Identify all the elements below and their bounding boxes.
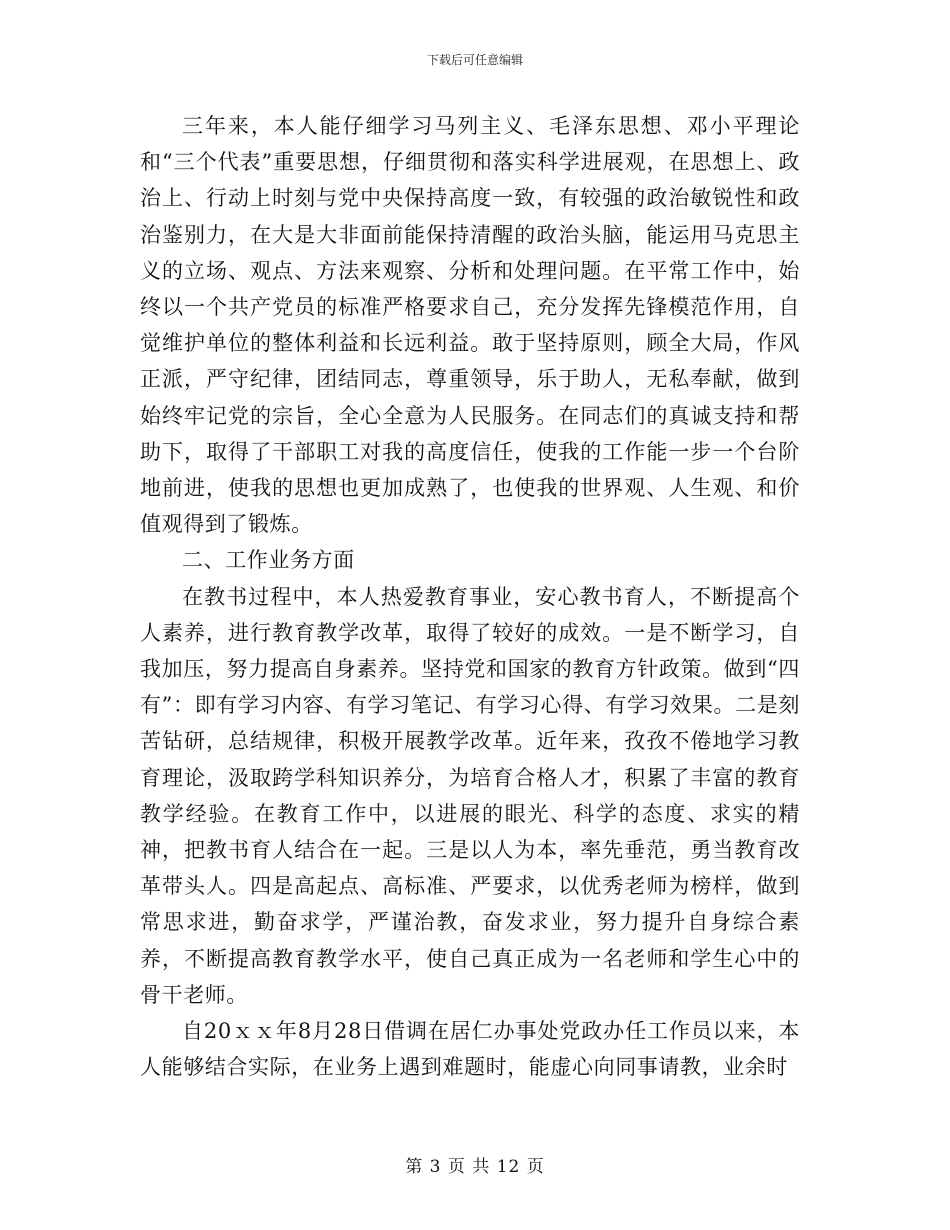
page-header: 下载后可任意编辑 xyxy=(426,53,523,67)
paragraph-teaching: 在教书过程中，本人热爱教育事业，安心教书育人，不断提高个人素养，进行教育教学改革，取得了较好的成效。一是不断学习，自我加压，努力提高自身素养。坚持党和国家的教育方针政策。做到“四有”：即有学习内容、有学习笔记、有学习心得、有学习效果。二是刻苦钻研，总结规律，积极开展教学改革。近年来，孜孜不倦地学习教育理论，汲取跨学科知识养分，为培育合格人才，积累了丰富的教育教学经验。在教育工作中，以进展的眼光、科学的态度、求实的精神，把教书育人结合在一起。三是以人为本，率先垂范，勇当教育改革带头人。四是高起点、高标准、严要求，以优秀老师为榜样，做到常思求进，勤奋求学，严谨治教，奋发求业，努力提升自身综合素养，不断提高教育教学水平，使自己真正成为一名老师和学生心中的骨干老师。 xyxy=(140,584,800,1007)
section-heading-work: 二、工作业务方面 xyxy=(182,548,355,573)
document-body xyxy=(140,108,800,1085)
paragraph-secondment: 自20ｘｘ年8月28日借调在居仁办事处党政办任工作员以来，本人能够结合实际，在业务上遇到难题时，能虚心向同事请教，业余时 xyxy=(140,1019,800,1080)
paragraph-political-thought: 三年来，本人能仔细学习马列主义、毛泽东思想、邓小平理论和“三个代表”重要思想，仔细贯彻和落实科学进展观，在思想上、政治上、行动上时刻与党中央保持高度一致，有较强的政治敏锐性和政治鉴别力，在大是大非面前能保持清醒的政治头脑，能运用马克思主义的立场、观点、方法来观察、分析和处理问题。在平常工作中，始终以一个共产党员的标准严格要求自己，充分发挥先锋模范作用，自觉维护单位的整体利益和长远利益。敢于坚持原则，顾全大局，作风正派，严守纪律，团结同志，尊重领导，乐于助人，无私奉献，做到始终牢记党的宗旨，全心全意为人民服务。在同志们的真诚支持和帮助下，取得了干部职工对我的高度信任，使我的工作能一步一个台阶地前进，使我的思想也更加成熟了，也使我的世界观、人生观、和价值观得到了锻炼。 xyxy=(140,114,800,537)
page-footer: 第 3 页 共 12 页 xyxy=(405,1157,545,1177)
